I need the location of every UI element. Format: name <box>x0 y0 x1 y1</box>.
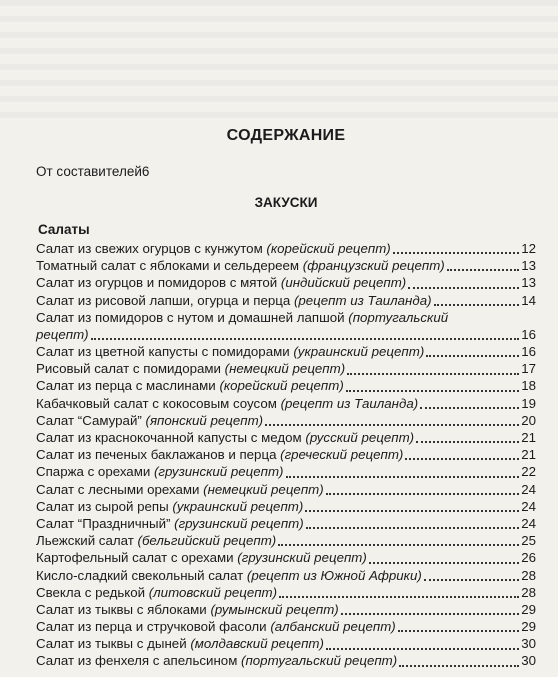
entry-name: Салат из свежих огурцов с кунжутом <box>36 240 263 256</box>
toc-entry[interactable] <box>36 532 536 549</box>
toc-entry[interactable] <box>36 292 536 309</box>
toc-entry[interactable] <box>36 309 536 343</box>
entry-cuisine: (французский рецепт) <box>302 258 445 274</box>
entry-title <box>36 343 424 360</box>
entry-cuisine: (молдавский рецепт) <box>190 636 324 652</box>
toc-entry[interactable] <box>36 360 536 377</box>
dot-leader <box>424 579 519 581</box>
entry-page-number: 20 <box>521 412 536 428</box>
entry-name: Салат из перца с маслинами <box>36 378 216 394</box>
entry-title <box>36 584 277 601</box>
entry-title <box>36 446 403 463</box>
toc-entry[interactable] <box>36 463 536 480</box>
entry-page-number: 16 <box>521 326 536 342</box>
entry-cuisine: (португальский рецепт) <box>241 653 398 669</box>
entry-page-number: 21 <box>521 430 536 446</box>
section-heading: ЗАКУСКИ <box>254 195 318 210</box>
entry-page-number: 26 <box>521 550 536 566</box>
dot-leader <box>399 665 519 667</box>
entry-page-number: 13 <box>521 258 536 274</box>
entry-page-number: 24 <box>521 481 536 497</box>
entry-cuisine: (португальский <box>348 309 449 325</box>
dot-leader <box>420 407 519 409</box>
toc-entry[interactable] <box>36 584 536 601</box>
toc-entry[interactable] <box>36 481 536 498</box>
entry-name: Салат из фенхеля с апельсином <box>36 653 238 669</box>
toc-entry[interactable] <box>36 498 536 515</box>
dot-leader <box>306 527 520 529</box>
entry-cuisine: (грузинский рецепт) <box>153 464 284 480</box>
page-title: СОДЕРЖАНИЕ <box>226 127 346 144</box>
entry-page-number: 12 <box>521 240 536 256</box>
entry-page-number: 13 <box>521 275 536 291</box>
dot-leader <box>426 355 519 357</box>
entry-name: Салат из огурцов и помидоров с мятой <box>36 275 278 291</box>
dot-leader <box>408 287 519 289</box>
dot-leader <box>326 648 519 650</box>
entry-name: Салат из печеных баклажанов и перца <box>36 447 277 463</box>
entry-page-number: 14 <box>521 292 536 308</box>
toc-entry-list <box>36 240 536 670</box>
entry-page-number: 30 <box>521 636 536 652</box>
dot-leader <box>405 458 519 460</box>
entry-page-number: 28 <box>521 567 536 583</box>
entry-cuisine-continued: рецепт) <box>36 326 89 342</box>
dot-leader <box>447 269 519 271</box>
entry-page-number: 17 <box>521 361 536 377</box>
entry-title <box>36 515 304 532</box>
entry-title <box>36 532 276 549</box>
entry-name: Кисло-сладкий свекольный салат <box>36 567 244 583</box>
entry-cuisine: (бельгийский рецепт) <box>137 533 277 549</box>
entry-cuisine: (рецепт из Таиланда) <box>293 292 432 308</box>
toc-entry[interactable] <box>36 343 536 360</box>
entry-name: Салат из цветной капусты с помидорами <box>36 344 290 360</box>
toc-entry[interactable] <box>36 515 536 532</box>
entry-name: Томатный салат с яблоками и сельдереем <box>36 258 300 274</box>
entry-name: Салат из краснокочанной капусты с медом <box>36 430 302 446</box>
entry-title <box>36 412 263 429</box>
entry-title <box>36 549 367 566</box>
entry-page-number: 19 <box>521 395 536 411</box>
entry-cuisine: (немецкий рецепт) <box>203 481 324 497</box>
entry-name: Свекла с редькой <box>36 584 146 600</box>
dot-leader <box>416 441 519 443</box>
entry-title <box>36 567 422 584</box>
entry-page-number: 25 <box>521 533 536 549</box>
entry-cuisine: (грузинский рецепт) <box>237 550 367 566</box>
dot-leader <box>369 562 519 564</box>
entry-page-number: 18 <box>521 378 536 394</box>
dot-leader <box>434 304 520 306</box>
entry-name: Картофельный салат с орехами <box>36 550 234 566</box>
entry-cuisine: (румынский рецепт) <box>210 601 339 617</box>
entry-name: Льежский салат <box>36 533 134 549</box>
entry-page-number: 29 <box>521 619 536 635</box>
entry-name: Салат из тыквы с яблоками <box>36 601 207 617</box>
entry-page-number: 24 <box>521 498 536 514</box>
toc-entry[interactable] <box>36 618 536 635</box>
entry-title <box>36 481 324 498</box>
entry-title <box>36 360 345 377</box>
entry-name: Салат “Самурай” <box>36 412 142 428</box>
entry-title <box>36 377 344 394</box>
entry-page-number: 29 <box>521 601 536 617</box>
entry-name: Салат из тыквы с дыней <box>36 636 187 652</box>
dot-leader <box>265 424 519 426</box>
toc-entry[interactable] <box>36 549 536 566</box>
dot-leader <box>91 338 520 340</box>
entry-page-number: 16 <box>521 344 536 360</box>
dot-leader <box>305 510 519 512</box>
entry-cuisine: (корейский рецепт) <box>219 378 344 394</box>
dot-leader <box>347 373 519 375</box>
entry-cuisine: (немецкий рецепт) <box>224 361 346 377</box>
toc-entry[interactable] <box>36 257 536 274</box>
entry-title <box>36 635 324 652</box>
dot-leader <box>278 544 519 546</box>
entry-name: Салат из перца и стручковой фасоли <box>36 619 267 635</box>
entry-cuisine: (греческий рецепт) <box>280 447 404 463</box>
toc-entry[interactable] <box>36 429 536 446</box>
toc-intro-row[interactable] <box>36 159 536 179</box>
entry-name: Салат с лесными орехами <box>36 481 200 497</box>
toc-entry[interactable] <box>36 412 536 429</box>
entry-cuisine: (русский рецепт) <box>305 430 415 446</box>
entry-name: Спаржа с орехами <box>36 464 151 480</box>
toc-entry[interactable] <box>36 240 536 257</box>
toc-intro-page: 6 <box>141 164 150 179</box>
entry-title <box>36 618 396 635</box>
entry-title <box>36 395 418 412</box>
entry-cuisine: (японский рецепт) <box>145 412 264 428</box>
entry-title <box>36 429 414 446</box>
entry-cuisine: (корейский рецепт) <box>266 240 391 256</box>
dot-leader <box>286 476 520 478</box>
entry-page-number: 24 <box>521 515 536 531</box>
toc-entry[interactable] <box>36 653 536 670</box>
entry-name: Салат из сырой репы <box>36 498 169 514</box>
dot-leader <box>346 390 519 392</box>
toc-entry[interactable] <box>36 274 536 291</box>
entry-title <box>36 292 432 309</box>
dot-leader <box>326 493 520 495</box>
entry-title <box>36 240 391 257</box>
entry-name: Салат из помидоров с нутом и домашней лапшой <box>36 309 345 325</box>
toc-entry[interactable] <box>36 446 536 463</box>
dot-leader <box>393 252 519 254</box>
entry-title <box>36 652 397 669</box>
group-heading: Салаты <box>38 222 90 237</box>
toc-entry[interactable] <box>36 378 536 395</box>
toc-entry[interactable] <box>36 567 536 584</box>
entry-page-number: 22 <box>521 464 536 480</box>
entry-title <box>36 257 445 274</box>
entry-cuisine: (индийский рецепт) <box>280 275 407 291</box>
entry-name: Рисовый салат с помидорами <box>36 361 221 377</box>
entry-cuisine: (рецепт из Таиланда) <box>280 395 419 411</box>
entry-name: Салат из рисовой лапши, огурца и перца <box>36 292 291 308</box>
entry-title <box>36 498 303 515</box>
entry-name: Кабачковый салат с кокосовым соусом <box>36 395 277 411</box>
entry-name: Салат “Праздничный” <box>36 515 171 531</box>
dot-leader <box>398 630 520 632</box>
entry-page-number: 21 <box>521 447 536 463</box>
dot-leader <box>341 613 519 615</box>
toc-entry[interactable] <box>36 601 536 618</box>
entry-title <box>36 274 406 291</box>
entry-cuisine: (литовский рецепт) <box>148 584 278 600</box>
dot-leader <box>279 596 519 598</box>
entry-title <box>36 463 284 480</box>
entry-cuisine: (украинский рецепт) <box>293 344 425 360</box>
entry-cuisine: (украинский рецепт) <box>172 498 304 514</box>
toc-intro-label: От составителей <box>36 164 142 179</box>
previous-page-bleed-through <box>0 0 558 120</box>
entry-page-number: 28 <box>521 584 536 600</box>
entry-cuisine: (грузинский рецепт) <box>174 515 304 531</box>
entry-title <box>36 601 339 618</box>
toc-entry[interactable] <box>36 395 536 412</box>
entry-cuisine: (албанский рецепт) <box>270 619 396 635</box>
entry-page-number: 30 <box>521 653 536 669</box>
toc-entry[interactable] <box>36 635 536 652</box>
entry-cuisine: (рецепт из Южной Африки) <box>246 567 422 583</box>
